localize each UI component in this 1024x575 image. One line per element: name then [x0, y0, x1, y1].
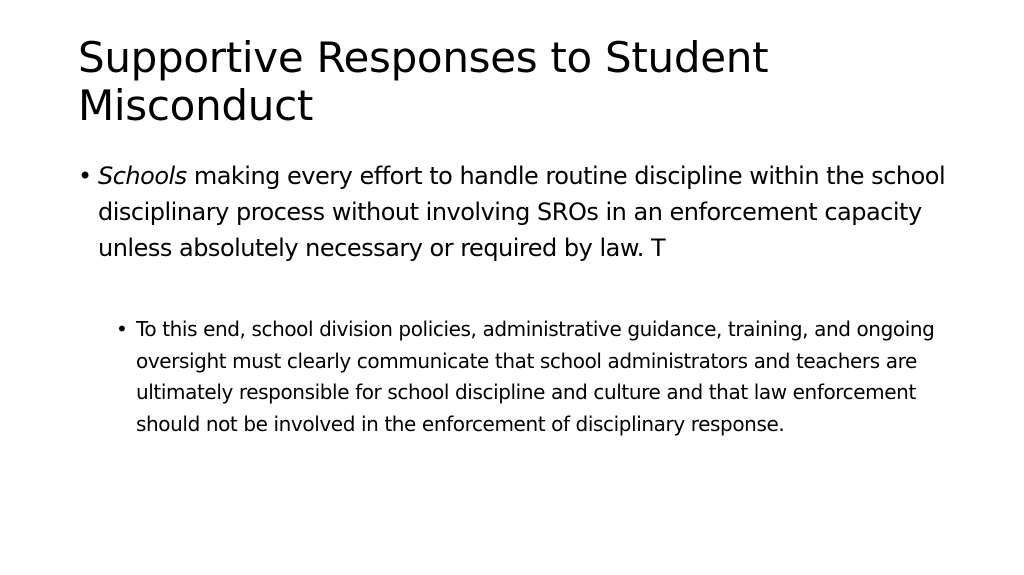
bullet-dot-icon: • — [116, 317, 128, 341]
bullet-item-level2 — [116, 314, 956, 440]
bullet-italic-lead: Schools — [98, 162, 187, 190]
bullet-item-level1 — [78, 158, 978, 266]
bullet-list — [78, 158, 978, 440]
bullet-text: making every effort to handle routine discipline within the school disciplinary process without involving SROs in an enforcement capacity unless absolutely necessary or required by law. T — [98, 162, 946, 262]
sub-bullet-text: To this end, school division policies, administrative guidance, training, and ongoing oversight must clearly communicate that school administrators and teachers are ultimately responsible for school discipline and culture and that law enforcement should not be involved in the enforcement of disciplinary response. — [136, 317, 935, 436]
bullet-dot-icon: • — [78, 162, 92, 190]
slide-title: Supportive Responses to Student Misconduct — [78, 33, 769, 130]
